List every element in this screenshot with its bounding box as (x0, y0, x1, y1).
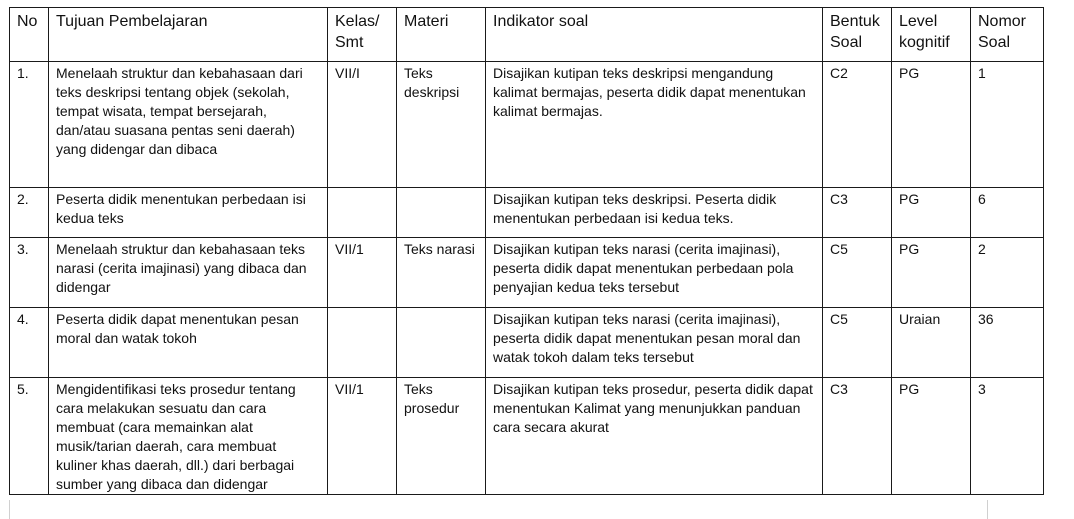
table-row (10, 238, 1044, 308)
header-bentuk: Bentuk Soal (823, 8, 892, 62)
table-row (10, 188, 1044, 238)
row-bentuk: C5 (823, 238, 892, 308)
header-no: No (10, 8, 49, 62)
row-tujuan: Peserta didik dapat menentukan pesan moral dan watak tokoh (49, 308, 328, 378)
row-bentuk: C3 (823, 378, 892, 495)
row-indikator: Disajikan kutipan teks narasi (cerita imajinasi), peserta didik dapat menentukan perbedaan pola penyajian kedua teks tersebut (486, 238, 823, 308)
row-nomor: 3 (971, 378, 1044, 495)
row-materi: Teks prosedur (397, 378, 486, 495)
row-materi: Teks narasi (397, 238, 486, 308)
row-nomor: 6 (971, 188, 1044, 238)
header-row (10, 8, 1044, 62)
row-bentuk: C2 (823, 62, 892, 188)
row-kelas: VII/1 (328, 378, 397, 495)
row-bentuk: C5 (823, 308, 892, 378)
row-tujuan: Mengidentifikasi teks prosedur tentang cara melakukan sesuatu dan cara membuat (cara memainkan alat musik/tarian daerah, cara membuat kuliner khas daerah, dll.) dari berbagai sumber yang dibaca dan didengar (49, 378, 328, 495)
row-no: 4. (10, 308, 49, 378)
header-tujuan: Tujuan Pembelajaran (49, 8, 328, 62)
row-kelas: VII/I (328, 62, 397, 188)
row-indikator: Disajikan kutipan teks deskripsi mengandung kalimat bermajas, peserta didik dapat menentukan kalimat bermajas. (486, 62, 823, 188)
header-materi: Materi (397, 8, 486, 62)
kisi-kisi-table (9, 7, 1044, 495)
table-row (10, 308, 1044, 378)
row-kelas (328, 188, 397, 238)
row-materi: Teks deskripsi (397, 62, 486, 188)
row-indikator: Disajikan kutipan teks prosedur, peserta didik dapat menentukan Kalimat yang menunjukkan panduan cara secara akurat (486, 378, 823, 495)
row-materi (397, 188, 486, 238)
row-no: 1. (10, 62, 49, 188)
row-level: PG (892, 378, 971, 495)
row-materi (397, 308, 486, 378)
row-indikator: Disajikan kutipan teks deskripsi. Peserta didik menentukan perbedaan isi kedua teks. (486, 188, 823, 238)
row-no: 5. (10, 378, 49, 495)
row-tujuan: Peserta didik menentukan perbedaan isi kedua teks (49, 188, 328, 238)
row-nomor: 36 (971, 308, 1044, 378)
row-tujuan: Menelaah struktur dan kebahasaan teks narasi (cerita imajinasi) yang dibaca dan didengar (49, 238, 328, 308)
row-level: Uraian (892, 308, 971, 378)
row-no: 3. (10, 238, 49, 308)
header-level: Level kognitif (892, 8, 971, 62)
row-bentuk: C3 (823, 188, 892, 238)
header-kelas: Kelas/ Smt (328, 8, 397, 62)
row-no: 2. (10, 188, 49, 238)
page-edge-marker (987, 500, 988, 519)
row-indikator: Disajikan kutipan teks narasi (cerita imajinasi), peserta didik dapat menentukan pesan moral dan watak tokoh dalam teks tersebut (486, 308, 823, 378)
row-kelas (328, 308, 397, 378)
table-row (10, 62, 1044, 188)
row-kelas: VII/1 (328, 238, 397, 308)
header-nomor: Nomor Soal (971, 8, 1044, 62)
table-row (10, 378, 1044, 495)
row-level: PG (892, 188, 971, 238)
row-level: PG (892, 238, 971, 308)
row-tujuan: Menelaah struktur dan kebahasaan dari teks deskripsi tentang objek (sekolah, tempat wisata, tempat bersejarah, dan/atau suasana pentas seni daerah) yang didengar dan dibaca (49, 62, 328, 188)
row-nomor: 2 (971, 238, 1044, 308)
page-continuation-edge (9, 500, 1044, 519)
row-level: PG (892, 62, 971, 188)
row-nomor: 1 (971, 62, 1044, 188)
header-indikator: Indikator soal (486, 8, 823, 62)
